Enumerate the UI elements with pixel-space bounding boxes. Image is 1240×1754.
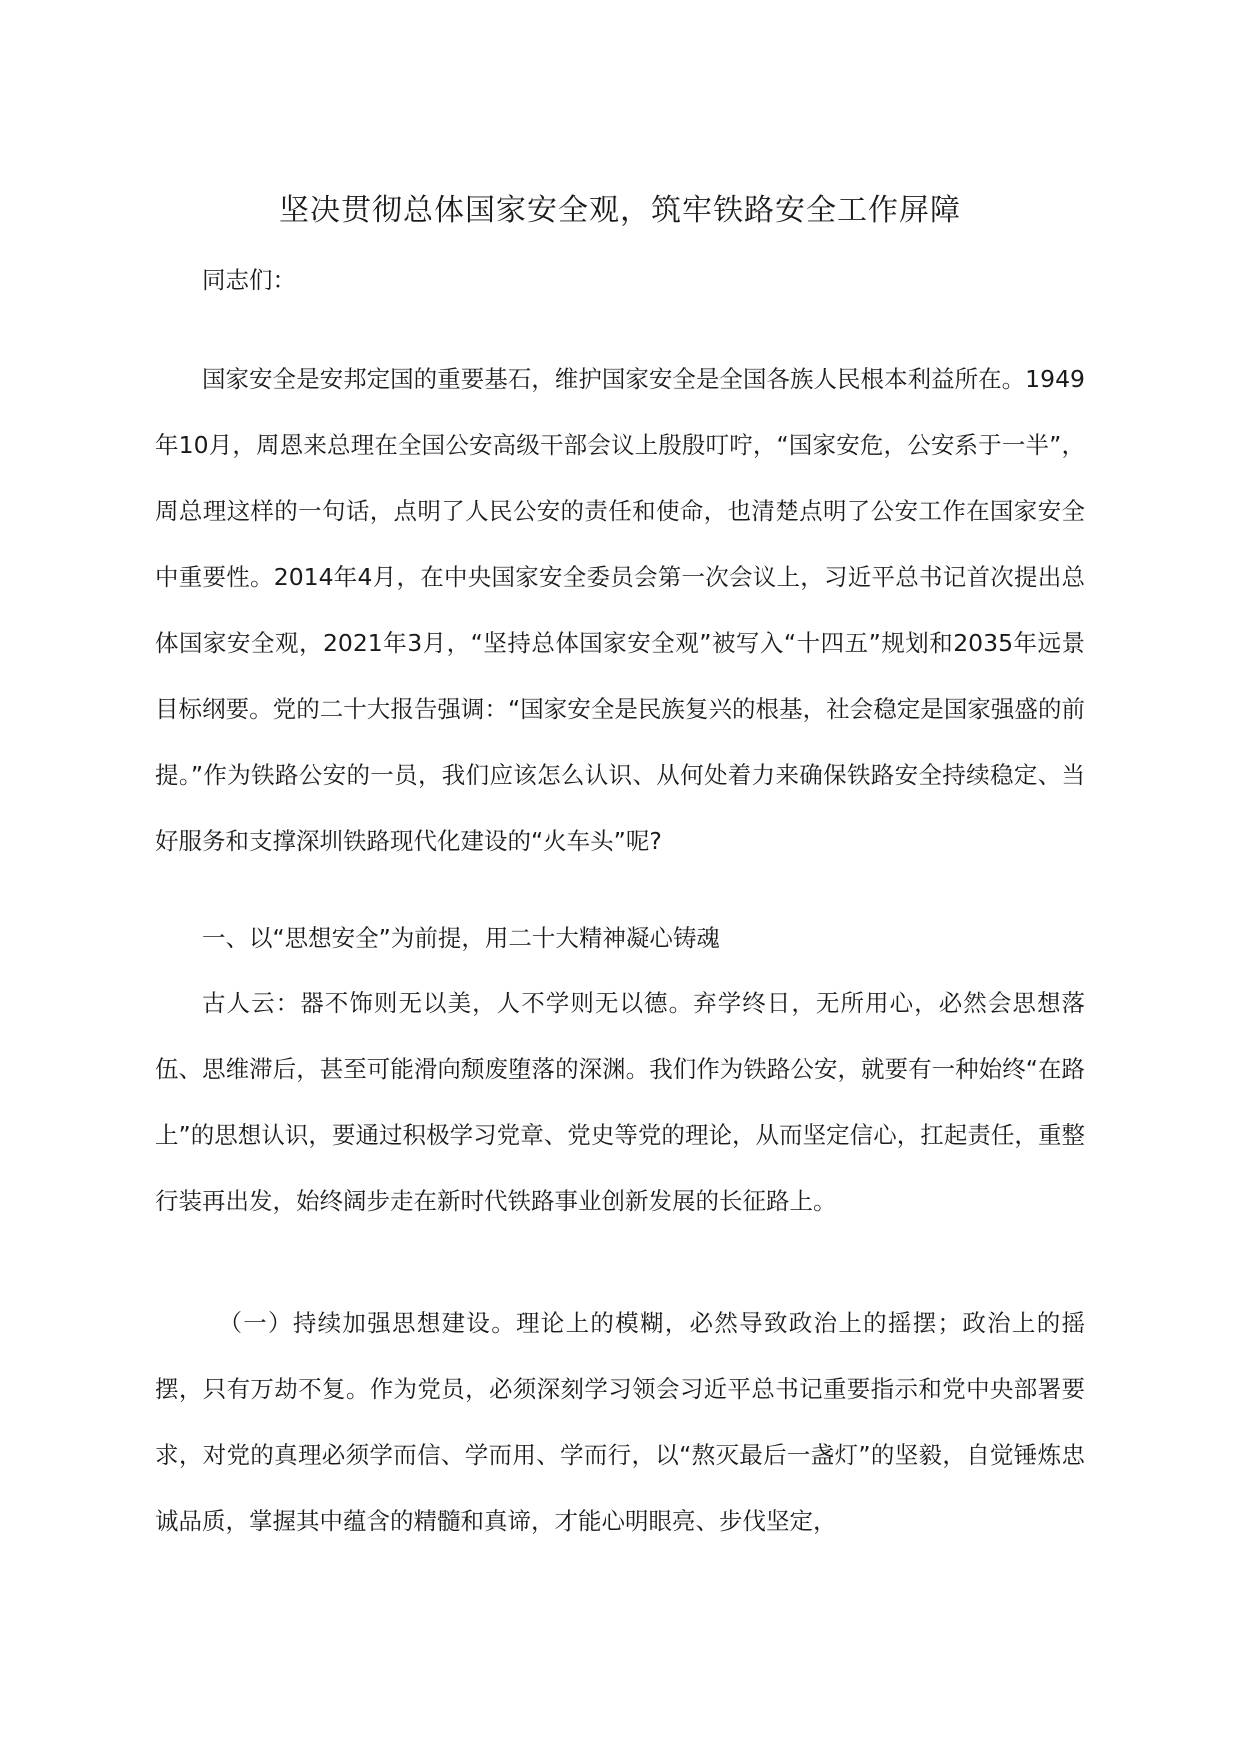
paragraph-intro: 国家安全是安邦定国的重要基石，维护国家安全是全国各族人民根本利益所在。1949年10月，周恩来总理在全国公安高级干部会议上殷殷叮咛，“国家安危，公安系于一半”，周总理这样的一句话，点明了人民公安的责任和使命，也清楚点明了公安工作在国家安全中重要性。2014年4月，在中央国家安全委员会第一次会议上，习近平总书记首次提出总体国家安全观，2021年3月，“坚持总体国家安全观”被写入“十四五”规划和2035年远景目标纲要。党的二十大报告强调：“国家安全是民族复兴的根基，社会稳定是国家强盛的前提。”作为铁路公安的一员，我们应该怎么认识、从何处着力来确保铁路安全持续稳定、当好服务和支撑深圳铁路现代化建设的“火车头”呢?	[155, 365, 1085, 855]
paragraph-subsection-1: （一）持续加强思想建设。理论上的模糊，必然导致政治上的摇摆；政治上的摇摆，只有万劫不复。作为党员，必须深刻学习领会习近平总书记重要指示和党中央部署要求，对党的真理必须学而信、学而用、学而行，以“熬灭最后一盏灯”的坚毅，自觉锤炼忠诚品质，掌握其中蕴含的精髓和真谛，才能心明眼亮、步伐坚定，	[155, 1309, 1085, 1535]
section-heading-1: 一、以“思想安全”为前提，用二十大精神凝心铸魂	[202, 924, 720, 952]
document-title: 坚决贯彻总体国家安全观，筑牢铁路安全工作屏障	[279, 193, 961, 228]
paragraph-section-1: 古人云：器不饰则无以美，人不学则无以德。弃学终日，无所用心，必然会思想落伍、思维滞后，甚至可能滑向颓废堕落的深渊。我们作为铁路公安，就要有一种始终“在路上”的思想认识，要通过积极学习党章、党史等党的理论，从而坚定信心，扛起责任，重整行装再出发，始终阔步走在新时代铁路事业创新发展的长征路上。	[155, 989, 1085, 1215]
salutation: 同志们：	[202, 266, 296, 294]
